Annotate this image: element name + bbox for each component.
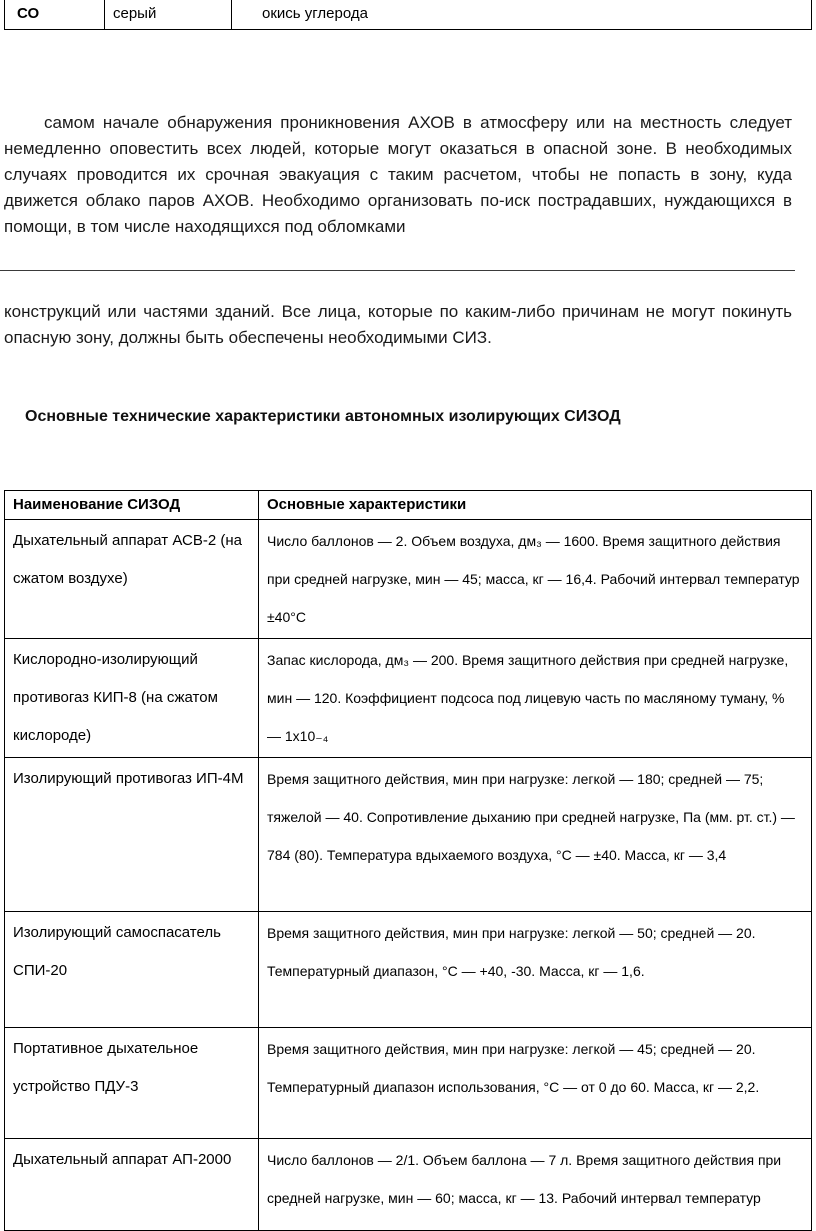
sizod-characteristics-cell: Время защитного действия, мин при нагрузке: легкой — 45; средней — 20. Температурный диапазон использования, °С — от 0 до 60. Масса, кг — 2,2.: [259, 1028, 812, 1139]
substance-name-cell: окись углерода: [262, 5, 368, 22]
page-divider-line: [0, 270, 795, 271]
paragraph-siz-requirement: конструкций или частями зданий. Все лица, которые по каким-либо причинам не могут покинуть опасную зону, должны быть обеспечены необходимыми СИЗ.: [4, 302, 792, 347]
sizod-table-body: [5, 520, 812, 1231]
table-row: [5, 1028, 812, 1139]
sizod-name-cell: Портативное дыхательное устройство ПДУ-3: [5, 1028, 259, 1139]
sizod-characteristics-cell: Запас кислорода, дм₃ — 200. Время защитного действия при средней нагрузке, мин — 120. Коэффициент подсоса под лицевую часть по масляному туману, % — 1х10₋₄: [259, 639, 812, 758]
sizod-name-cell: Изолирующий самоспасатель СПИ-20: [5, 912, 259, 1028]
substance-code-cell: СО: [5, 0, 105, 29]
table-row: [5, 912, 812, 1028]
sizod-characteristics-cell: Число баллонов — 2/1. Объем баллона — 7 л. Время защитного действия при средней нагрузке, мин — 60; масса, кг — 13. Рабочий интервал температур: [259, 1139, 812, 1231]
substance-table-fragment: [4, 0, 812, 30]
sizod-name-cell: Дыхательный аппарат АП-2000: [5, 1139, 259, 1231]
sizod-characteristics-table: [4, 490, 812, 1231]
sizod-name-cell: Изолирующий противогаз ИП-4М: [5, 758, 259, 912]
sizod-name-cell: Кислородно-изолирующий противогаз КИП-8 (на сжатом кислороде): [5, 639, 259, 758]
sizod-name-cell: Дыхательный аппарат АСВ-2 (на сжатом воздухе): [5, 520, 259, 639]
sizod-characteristics-cell: Число баллонов — 2. Объем воздуха, дм₃ — 1600. Время защитного действия при средней нагрузке, мин — 45; масса, кг — 16,4. Рабочий интервал температур ±40°С: [259, 520, 812, 639]
table-row: [5, 1139, 812, 1231]
column-header-name: Наименование СИЗОД: [5, 491, 259, 520]
paragraph-warning-evacuation: самом начале обнаружения проникновения АХОВ в атмосферу или на местность следует немедленно оповестить всех людей, которые могут оказаться в опасной зоне. В необходимых случаях проводится их срочная эвакуация с таким расчетом, чтобы не попасть в зону, куда движется облако паров АХОВ. Необходимо организовать по-иск пострадавших, нуждающихся в помощи, в том числе находящихся под обломками: [4, 113, 792, 236]
table-header-row: [5, 491, 812, 520]
column-header-characteristics: Основные характеристики: [259, 491, 812, 520]
sizod-characteristics-cell: Время защитного действия, мин при нагрузке: легкой — 180; средней — 75; тяжелой — 40. Сопротивление дыханию при средней нагрузке, Па (мм. рт. ст.) — 784 (80). Температура вдыхаемого воздуха, °С — ±40. Масса, кг — 3,4: [259, 758, 812, 912]
table-row: [5, 758, 812, 912]
substance-color-cell: серый: [105, 0, 232, 29]
table-row: [5, 520, 812, 639]
sizod-characteristics-cell: Время защитного действия, мин при нагрузке: легкой — 50; средней — 20. Температурный диапазон, °С — +40, -30. Масса, кг — 1,6.: [259, 912, 812, 1028]
table-row: [5, 639, 812, 758]
section-heading: Основные технические характеристики автономных изолирующих СИЗОД: [25, 408, 621, 425]
